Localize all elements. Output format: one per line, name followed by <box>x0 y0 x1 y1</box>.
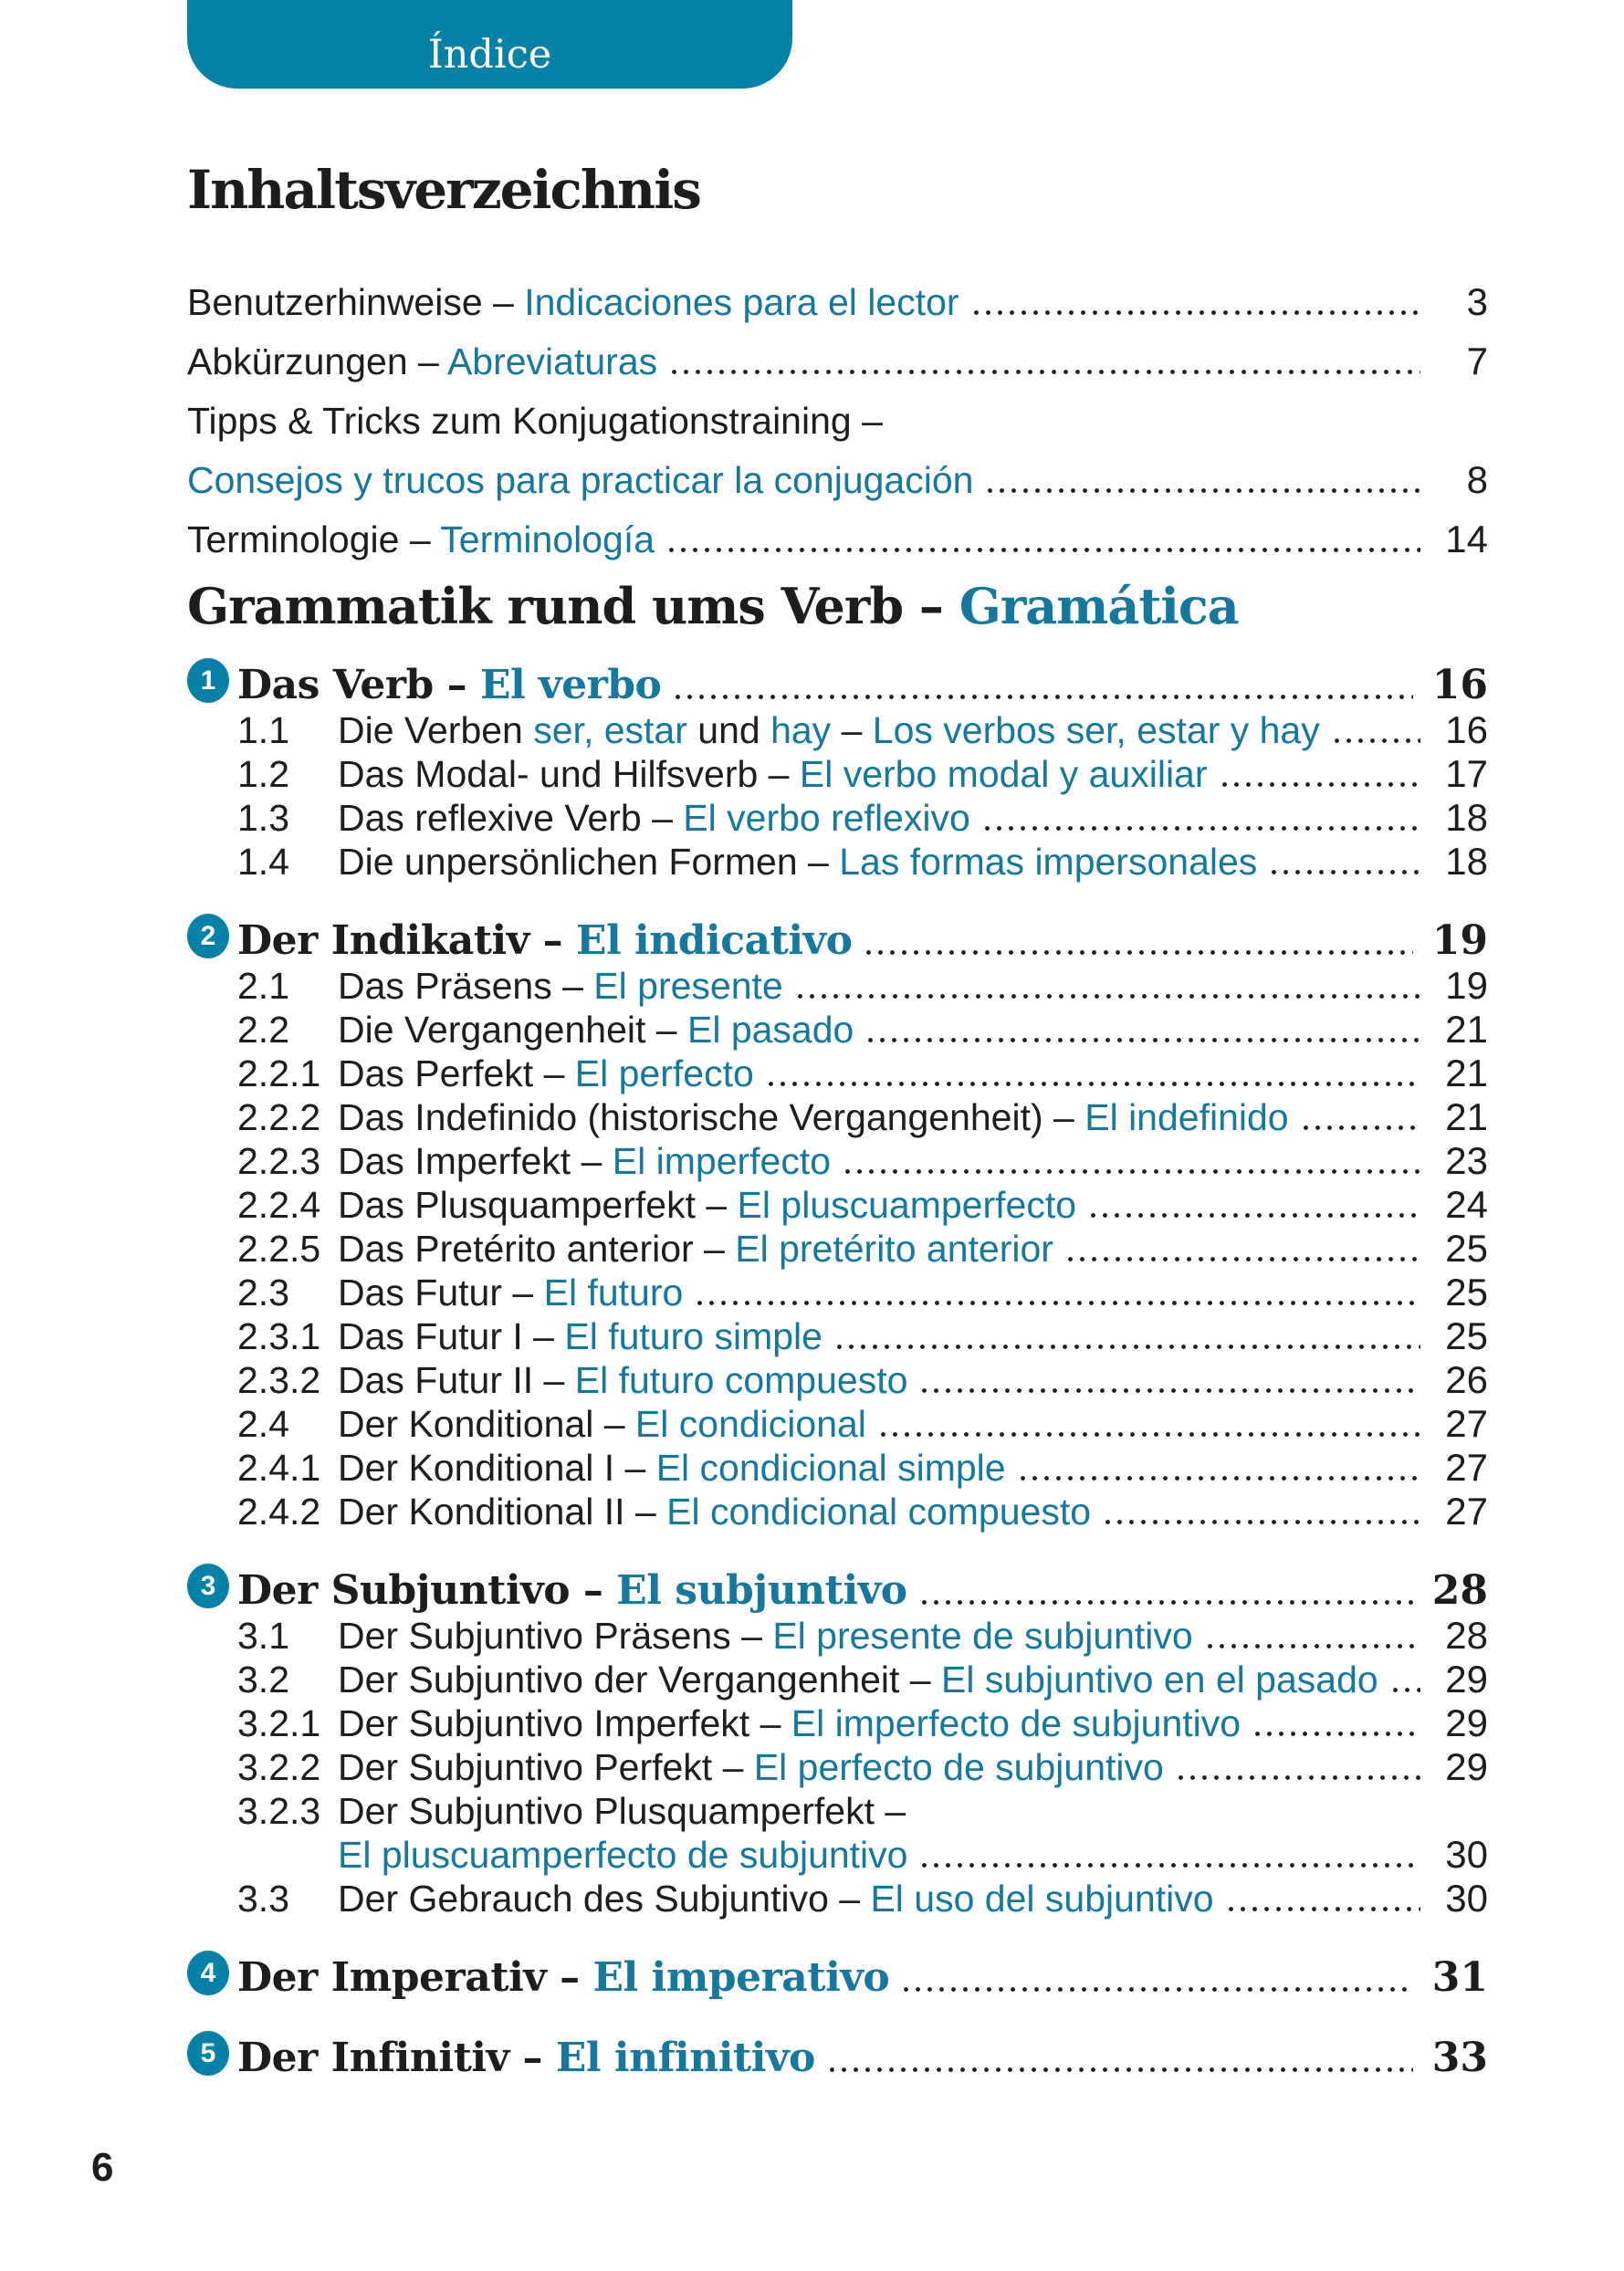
entry-title <box>338 1748 1164 1787</box>
entry-text-spanish: Los verbos ser, estar y hay <box>872 709 1320 752</box>
entry-text-german: Der Subjuntivo Plusquamperfekt – <box>338 1790 906 1833</box>
dot-leader <box>918 1388 1420 1393</box>
entry-text-german: Das Futur – <box>338 1272 544 1314</box>
toc-subentry-row <box>187 794 1488 838</box>
subentry-number: 1.4 <box>237 841 289 884</box>
chapter-title <box>237 1954 890 2002</box>
entry-text-spanish: El infinitivo <box>555 2035 815 2082</box>
entry-title <box>338 1142 831 1181</box>
entry-text-spanish: Consejos y trucos para practicar la conjugación <box>187 458 974 501</box>
toc-content <box>187 0 1488 2082</box>
page-ref: 16 <box>1445 708 1488 752</box>
subentry-number: 2.3 <box>237 1272 289 1314</box>
entry-text-spanish: El uso del subjuntivo <box>870 1878 1214 1920</box>
subentry-number: 1.3 <box>237 797 289 840</box>
chapter-list <box>187 650 1488 2082</box>
dot-leader <box>1300 1125 1420 1130</box>
entry-text-spanish: El presente de subjuntivo <box>772 1615 1193 1658</box>
entry-text-german: Das Modal- und Hilfsverb – <box>338 753 800 796</box>
entry-text-spanish: El perfecto <box>574 1052 754 1095</box>
entry-title <box>187 520 655 560</box>
toc-subentry-row <box>187 750 1488 794</box>
entry-text-spanish: El imperfecto <box>612 1140 832 1183</box>
entry-title <box>338 1879 1214 1919</box>
toc-subentry-row <box>187 1831 1488 1875</box>
subentry-number: 2.3.2 <box>237 1359 321 1402</box>
toc-subentry-row <box>187 1313 1488 1356</box>
entry-text-spanish: El condicional compuesto <box>666 1491 1092 1533</box>
entry-text-german: Der Gebrauch des Subjuntivo – <box>338 1878 871 1920</box>
page-ref: 30 <box>1445 1833 1488 1877</box>
entry-text-spanish: El presente <box>593 965 783 1008</box>
entry-text-spanish: El condicional <box>634 1403 866 1446</box>
entry-text-spanish: Las formas impersonales <box>839 841 1258 884</box>
entry-title <box>338 842 1257 882</box>
entry-title <box>338 711 1320 750</box>
chapter-title <box>237 662 662 709</box>
entry-text-german: Die Vergangenheit – <box>338 1009 687 1052</box>
entry-text-spanish: El indefinido <box>1084 1096 1289 1139</box>
page-ref: 29 <box>1445 1658 1488 1701</box>
entry-text-spanish: El pretérito anterior <box>735 1228 1053 1271</box>
chapter-title <box>237 917 853 965</box>
entry-text-german: Das Imperfekt – <box>338 1140 613 1183</box>
entry-text-spanish: Abreviaturas <box>446 340 658 382</box>
subentry-number: 2.2.2 <box>237 1096 321 1139</box>
entry-text-spanish: hay <box>770 709 842 752</box>
entry-text-spanish: El imperfecto de subjuntivo <box>791 1702 1242 1745</box>
toc-subentry-row <box>187 1700 1488 1743</box>
entry-text-german: Das Verb – <box>237 662 480 709</box>
entry-title <box>338 1317 822 1356</box>
subentry-number: 3.2.3 <box>237 1790 321 1833</box>
dot-leader <box>900 1987 1413 1992</box>
index-tab-label: Índice <box>427 32 552 78</box>
dot-leader <box>1204 1644 1420 1648</box>
entry-text-german: Die unpersönlichen Formen – <box>338 841 840 884</box>
entry-text-german: Abkürzungen – <box>187 340 447 382</box>
page-ref: 26 <box>1445 1358 1488 1402</box>
entry-text-german: Der Subjuntivo – <box>237 1567 617 1615</box>
chapter-number: 2 <box>200 920 216 951</box>
chapter-number-badge <box>187 658 229 703</box>
entry-title <box>338 1660 1378 1700</box>
subentry-number: 2.4 <box>237 1403 289 1446</box>
entry-title <box>338 1054 754 1094</box>
entry-text-spanish: El futuro compuesto <box>574 1359 908 1402</box>
dot-leader <box>794 994 1420 999</box>
dot-leader <box>1064 1257 1420 1261</box>
toc-subentry-row <box>187 1612 1488 1656</box>
dot-leader <box>694 1301 1420 1305</box>
dot-leader <box>863 950 1413 955</box>
dot-leader <box>833 1345 1420 1349</box>
dot-leader <box>765 1082 1420 1086</box>
toc-subentry-row <box>187 838 1488 882</box>
page-ref: 21 <box>1445 1052 1488 1095</box>
entry-text-spanish: El subjuntivo en el pasado <box>941 1659 1378 1701</box>
chapter-row <box>187 905 1488 965</box>
dot-leader <box>1225 1907 1420 1911</box>
entry-text-german: Der Infinitiv – <box>237 2035 556 2082</box>
page-ref: 25 <box>1445 1271 1488 1314</box>
page-ref: 16 <box>1431 662 1488 709</box>
entry-title <box>338 1010 854 1050</box>
toc-subentry-row <box>187 1400 1488 1444</box>
toc-subentry-row <box>187 1743 1488 1787</box>
entry-text-spanish: El imperativo <box>592 1954 890 2002</box>
entry-title <box>187 280 959 323</box>
page-ref: 30 <box>1445 1877 1488 1920</box>
page-ref: 31 <box>1431 1954 1488 2002</box>
entry-title <box>338 1617 1193 1656</box>
entry-text-spanish: El verbo <box>479 662 662 709</box>
page-ref: 29 <box>1445 1745 1488 1789</box>
dot-leader <box>1252 1732 1420 1736</box>
entry-text-german: Der Subjuntivo der Vergangenheit – <box>338 1659 942 1701</box>
toc-subentry-row <box>187 1094 1488 1137</box>
chapter-title <box>237 1567 907 1615</box>
page-ref: 28 <box>1445 1614 1488 1658</box>
chapter-number: 5 <box>200 2037 216 2068</box>
toc-subentry-row <box>187 1181 1488 1225</box>
toc-row <box>187 500 1488 560</box>
entry-title <box>338 967 783 1006</box>
page-ref: 33 <box>1431 2035 1488 2082</box>
entry-text-spanish: El pluscuamperfecto de subjuntivo <box>338 1834 908 1877</box>
dot-leader <box>864 1038 1420 1042</box>
entry-text-german: Die Verben <box>338 709 534 752</box>
dot-leader <box>1102 1520 1420 1524</box>
page-ref: 3 <box>1466 279 1488 323</box>
page-title: Inhaltsverzeichnis <box>187 159 700 221</box>
chapter-row <box>187 650 1488 709</box>
page-ref: 21 <box>1445 1095 1488 1139</box>
toc-row <box>187 263 1488 322</box>
dot-leader <box>970 310 1420 315</box>
chapter-number: 1 <box>200 665 216 696</box>
entry-text-german: Der Indikativ – <box>237 917 576 965</box>
subentry-number: 3.2 <box>237 1659 289 1701</box>
chapter-number-badge <box>187 2031 229 2076</box>
page-ref: 19 <box>1445 964 1488 1008</box>
entry-text-german: Der Subjuntivo Imperfekt – <box>338 1702 791 1745</box>
toc-subentry-row <box>187 706 1488 750</box>
entry-title <box>338 799 970 838</box>
page-ref: 29 <box>1445 1701 1488 1745</box>
entry-title <box>187 399 883 442</box>
chapter-title <box>237 2035 815 2082</box>
entry-text-german: und <box>697 709 771 752</box>
entry-text-spanish: El indicativo <box>575 917 853 965</box>
entry-text-german: Das Futur II – <box>338 1359 575 1402</box>
page-ref: 27 <box>1445 1490 1488 1533</box>
toc-subentry-row <box>187 1050 1488 1094</box>
entry-title <box>338 1273 683 1313</box>
entry-text-spanish: El perfecto de subjuntivo <box>753 1746 1164 1789</box>
section-heading-es: Gramática <box>959 576 1239 635</box>
section-heading <box>187 578 1488 636</box>
toc-subentry-row <box>187 1444 1488 1488</box>
page-ref: 19 <box>1431 917 1488 965</box>
entry-title <box>187 342 657 382</box>
dot-leader <box>826 2067 1413 2072</box>
chapter-number: 4 <box>200 1957 216 1988</box>
page-ref: 24 <box>1445 1183 1488 1227</box>
page-ref: 27 <box>1445 1446 1488 1490</box>
entry-title <box>338 1230 1053 1269</box>
entry-text-spanish: El condicional simple <box>655 1447 1006 1490</box>
entry-text-german: Der Konditional – <box>338 1403 635 1446</box>
subentry-number: 2.2.1 <box>237 1052 321 1095</box>
entry-text-german: Der Subjuntivo Perfekt – <box>338 1746 754 1789</box>
dot-leader <box>665 548 1420 552</box>
chapter-number-badge <box>187 1564 229 1608</box>
entry-title <box>187 458 974 501</box>
subentry-number: 2.2.5 <box>237 1228 321 1271</box>
page-number: 6 <box>91 2145 114 2190</box>
entry-text-german: Tipps & Tricks zum Konjugationstraining – <box>187 399 883 442</box>
dot-leader <box>842 1169 1420 1174</box>
subentry-number: 3.2.1 <box>237 1702 321 1745</box>
dot-leader <box>672 695 1413 699</box>
entry-text-spanish: El verbo modal y auxiliar <box>799 753 1208 796</box>
subentry-number: 2.1 <box>237 965 289 1008</box>
entry-text-spanish: El pluscuamperfecto <box>737 1184 1077 1227</box>
toc-subentry-row <box>187 1356 1488 1400</box>
page-ref: 18 <box>1445 796 1488 840</box>
entry-text-spanish: Terminología <box>440 518 655 560</box>
entry-title <box>338 1792 906 1831</box>
subentry-number: 1.1 <box>237 709 289 752</box>
dot-leader <box>1389 1688 1420 1692</box>
entry-title <box>338 1492 1091 1532</box>
front-matter-list <box>187 263 1488 560</box>
toc-row <box>187 382 1488 441</box>
page-ref: 14 <box>1445 517 1488 560</box>
entry-text-german: Das Plusquamperfekt – <box>338 1184 738 1227</box>
toc-row <box>187 322 1488 382</box>
page-ref: 25 <box>1445 1227 1488 1271</box>
entry-text-german: – <box>841 709 873 752</box>
chapter-number: 3 <box>200 1570 216 1601</box>
dot-leader <box>1331 738 1420 743</box>
entry-text-german: Benutzerhinweise – <box>187 280 525 323</box>
entry-text-spanish: ser, estar <box>533 709 698 752</box>
dot-leader <box>1017 1476 1420 1481</box>
entry-text-german: Terminologie – <box>187 518 441 560</box>
entry-title <box>338 1098 1289 1137</box>
entry-text-german: Der Konditional I – <box>338 1447 656 1490</box>
entry-text-german: Das reflexive Verb – <box>338 797 684 840</box>
entry-text-german: Das Indefinido (historische Vergangenheit) – <box>338 1096 1085 1139</box>
entry-text-german: Der Subjuntivo Präsens – <box>338 1615 773 1658</box>
entry-text-spanish: Indicaciones para el lector <box>524 280 959 323</box>
dot-leader <box>1087 1213 1420 1218</box>
toc-subentry-row <box>187 1787 1488 1831</box>
page-ref: 7 <box>1466 339 1488 382</box>
subentry-number: 3.2.2 <box>237 1746 321 1789</box>
dot-leader <box>877 1432 1420 1437</box>
entry-text-german: Das Pretérito anterior – <box>338 1228 736 1271</box>
subentry-number: 2.2.4 <box>237 1184 321 1227</box>
page-ref: 23 <box>1445 1139 1488 1183</box>
entry-text-german: Der Imperativ – <box>237 1954 593 2002</box>
dot-leader <box>668 370 1420 374</box>
dot-leader <box>984 488 1420 493</box>
toc-subentry-row <box>187 1656 1488 1700</box>
page-ref: 18 <box>1445 840 1488 884</box>
subentry-number: 1.2 <box>237 753 289 796</box>
chapter-row <box>187 1555 1488 1615</box>
subentry-number: 2.3.1 <box>237 1315 321 1358</box>
page-ref: 25 <box>1445 1314 1488 1358</box>
toc-subentry-row <box>187 1488 1488 1532</box>
entry-text-german: Das Perfekt – <box>338 1052 575 1095</box>
dot-leader <box>918 1600 1413 1605</box>
entry-text-spanish: El futuro <box>543 1272 684 1314</box>
toc-row <box>187 441 1488 500</box>
entry-title <box>338 1361 907 1400</box>
chapter-row <box>187 2023 1488 2082</box>
subentry-number: 2.4.1 <box>237 1447 321 1490</box>
entry-title <box>338 1836 907 1875</box>
entry-text-spanish: El pasado <box>686 1009 854 1052</box>
page-ref: 17 <box>1445 752 1488 796</box>
entry-text-spanish: El verbo reflexivo <box>683 797 970 840</box>
entry-title <box>338 1449 1006 1488</box>
dot-leader <box>1175 1775 1420 1780</box>
toc-subentry-row <box>187 1006 1488 1050</box>
page-ref: 21 <box>1445 1008 1488 1052</box>
subentry-number: 2.2.3 <box>237 1140 321 1183</box>
chapter-number-badge <box>187 1951 229 1995</box>
subentry-number: 3.3 <box>237 1878 289 1920</box>
entry-text-spanish: El subjuntivo <box>616 1567 907 1615</box>
entry-text-german: Das Futur I – <box>338 1315 565 1358</box>
entry-title <box>338 1405 866 1444</box>
dot-leader <box>981 826 1420 831</box>
entry-title <box>338 1704 1241 1743</box>
toc-subentry-row <box>187 1225 1488 1269</box>
subentry-number: 3.1 <box>237 1615 289 1658</box>
entry-title <box>338 755 1208 794</box>
entry-text-german: Das Präsens – <box>338 965 594 1008</box>
toc-subentry-row <box>187 962 1488 1006</box>
chapter-number-badge <box>187 914 229 958</box>
subentry-number: 2.4.2 <box>237 1491 321 1533</box>
toc-subentry-row <box>187 1875 1488 1919</box>
dot-leader <box>1219 782 1420 787</box>
toc-subentry-row <box>187 1137 1488 1181</box>
dot-leader <box>918 1863 1420 1868</box>
toc-subentry-row <box>187 1269 1488 1313</box>
dot-leader <box>1268 870 1420 874</box>
page-ref: 28 <box>1431 1567 1488 1615</box>
section-heading-de: Grammatik rund ums Verb – <box>187 576 959 635</box>
chapter-row <box>187 1942 1488 2002</box>
entry-text-spanish: El futuro simple <box>564 1315 822 1358</box>
subentry-number: 2.2 <box>237 1009 289 1052</box>
page-ref: 27 <box>1445 1402 1488 1446</box>
page-ref: 8 <box>1466 457 1488 501</box>
entry-text-german: Der Konditional II – <box>338 1491 667 1533</box>
entry-title <box>338 1186 1076 1225</box>
